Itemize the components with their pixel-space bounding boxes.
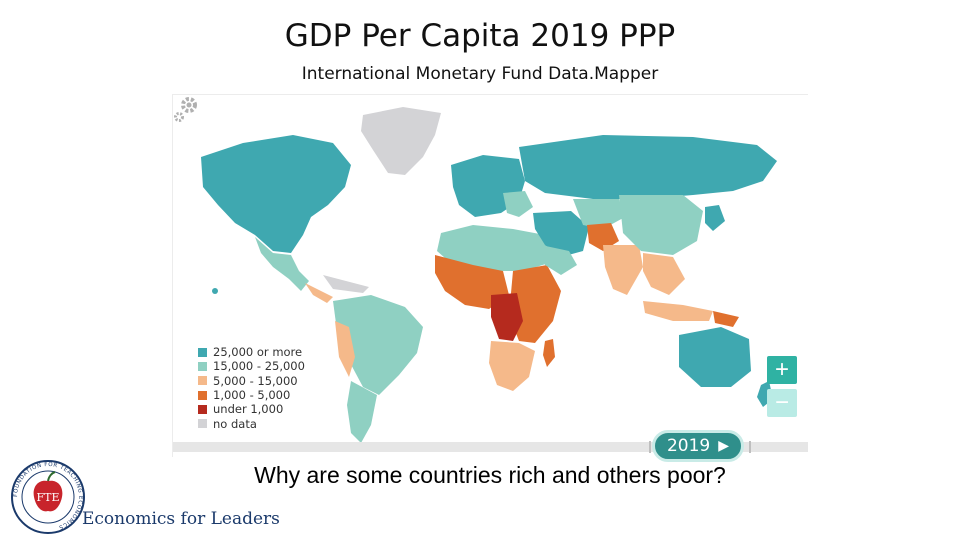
legend-item	[198, 359, 305, 373]
fte-logo	[8, 457, 88, 542]
timeline-start-tick	[649, 441, 651, 453]
region-madagascar	[543, 339, 555, 367]
org-name: Economics for Leaders	[82, 509, 280, 529]
legend-item	[198, 374, 305, 388]
legend-label: under 1,000	[213, 402, 284, 417]
region-southeast-asia	[643, 253, 685, 295]
region-south-asia	[603, 245, 643, 295]
legend-item	[198, 402, 305, 416]
legend-label: 1,000 - 5,000	[213, 388, 291, 403]
legend-label: no data	[213, 416, 257, 431]
region-japan-korea	[705, 205, 725, 231]
legend-swatch	[198, 419, 207, 428]
legend-swatch	[198, 362, 207, 371]
region-papua	[713, 311, 739, 327]
region-indonesia	[643, 301, 713, 321]
logo-text: FTE	[36, 491, 60, 504]
question-caption: Why are some countries rich and others poor?	[254, 462, 726, 488]
legend-swatch	[198, 348, 207, 357]
region-central-america	[305, 283, 333, 303]
map-legend	[198, 345, 305, 431]
play-icon: ▶	[718, 438, 730, 454]
slide-subtitle: International Monetary Fund Data.Mapper	[301, 64, 659, 84]
legend-item	[198, 388, 305, 402]
legend-swatch	[198, 405, 207, 414]
region-hawaii	[212, 288, 218, 294]
world-map-panel[interactable]	[172, 94, 808, 457]
zoom-in-button[interactable]: +	[767, 356, 797, 384]
slide-title: GDP Per Capita 2019 PPP	[284, 18, 676, 54]
zoom-out-button[interactable]: −	[767, 389, 797, 417]
region-australia	[679, 327, 751, 387]
region-north-america	[201, 135, 351, 253]
logo-ring-text: FOUNDATION FOR TEACHING ECONOMICS	[12, 461, 84, 531]
legend-swatch	[198, 376, 207, 385]
legend-label: 5,000 - 15,000	[213, 373, 298, 388]
legend-item	[198, 345, 305, 359]
region-southern-africa	[489, 341, 535, 391]
region-eastern-europe	[503, 191, 533, 217]
region-russia	[519, 135, 777, 199]
legend-label: 15,000 - 25,000	[213, 359, 305, 374]
legend-label: 25,000 or more	[213, 345, 303, 360]
year-label: 2019	[666, 436, 711, 456]
year-play-button[interactable]	[652, 430, 744, 462]
legend-swatch	[198, 391, 207, 400]
legend-item	[198, 416, 305, 430]
region-caribbean	[323, 275, 369, 293]
timeline-end-tick	[749, 441, 751, 453]
gear-icon[interactable]	[173, 95, 201, 129]
region-greenland	[361, 107, 441, 175]
